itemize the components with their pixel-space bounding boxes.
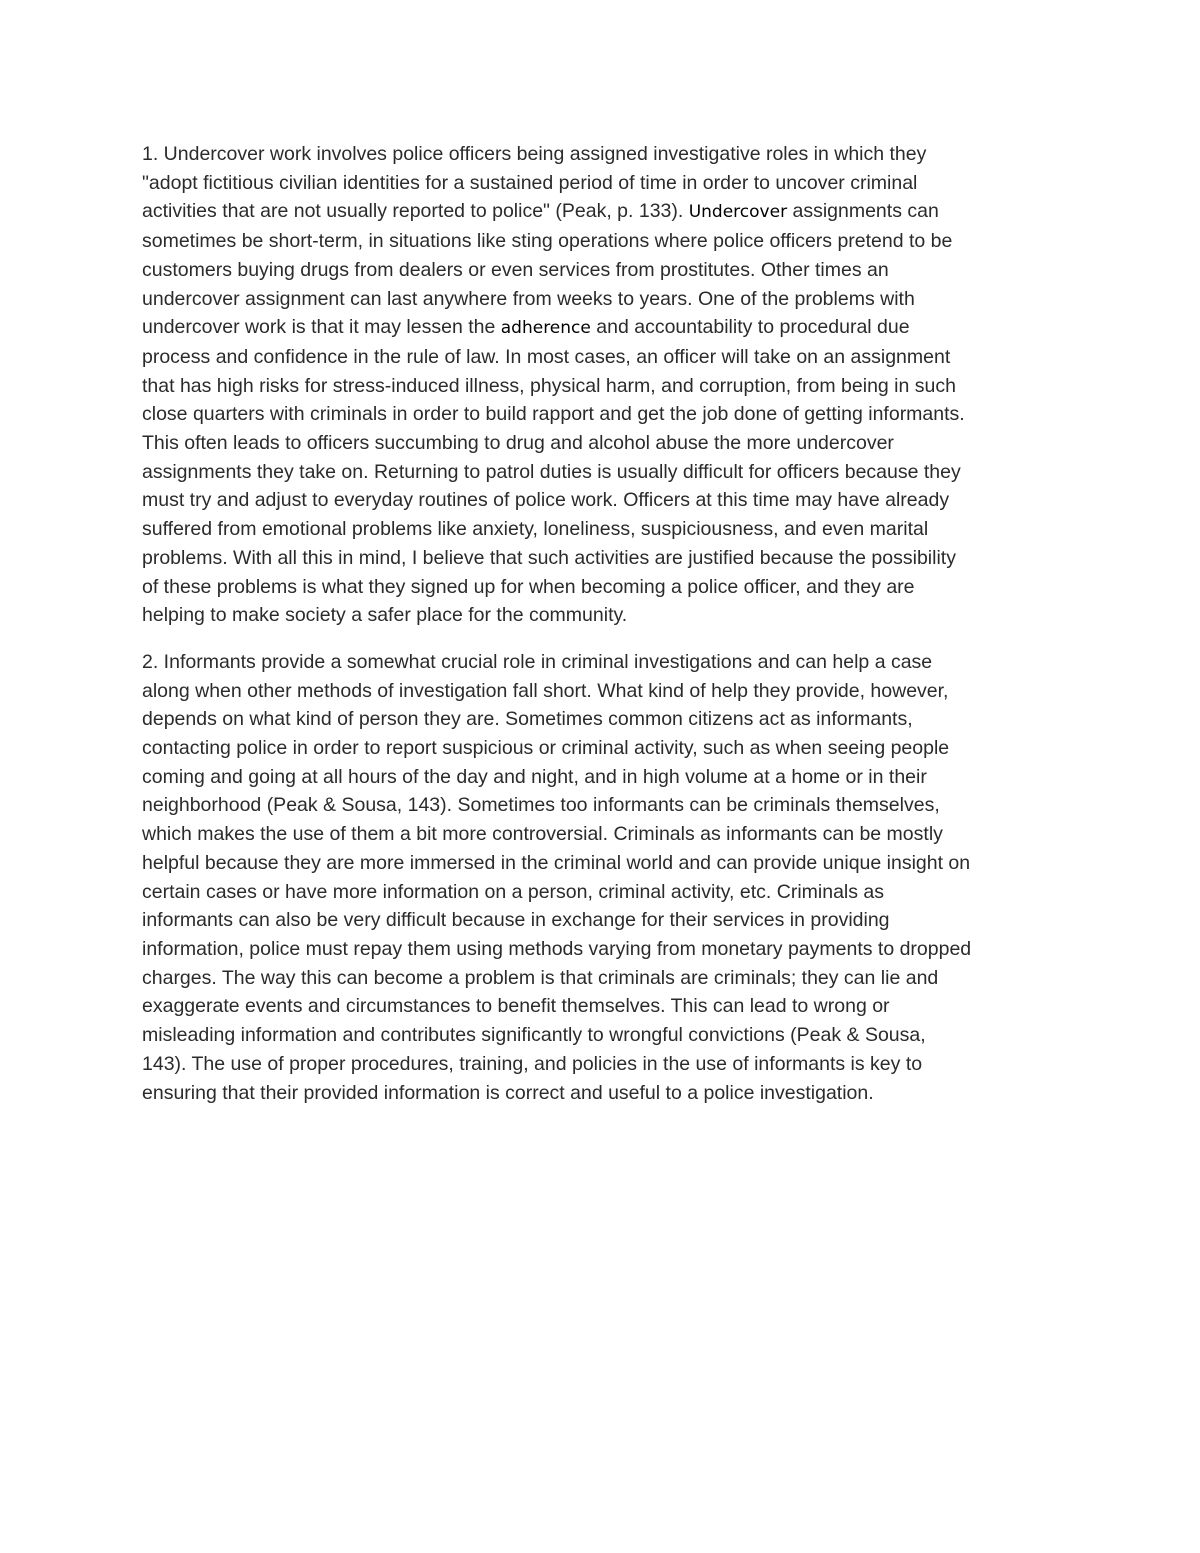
text-line: information, police must repay them using methods varying from monetary payments to dropped: [142, 937, 972, 960]
text-line: sometimes be short-term, in situations like sting operations where police officers pretend to be: [142, 230, 953, 253]
paragraph-1: [142, 140, 1072, 630]
text-line: 1. Undercover work involves police officers being assigned investigative roles in which they: [142, 143, 927, 165]
text-line: along when other methods of investigation fall short. What kind of help they provide, however,: [142, 679, 949, 702]
text-line: misleading information and contributes significantly to wrongful convictions (Peak & Sousa,: [142, 1024, 926, 1047]
text-line: 2. Informants provide a somewhat crucial role in criminal investigations and can help a case: [142, 650, 933, 673]
text-line: ensuring that their provided information is correct and useful to a police investigation.: [142, 1081, 874, 1104]
text-line: suffered from emotional problems like anxiety, loneliness, suspiciousness, and even marital: [142, 518, 929, 541]
text-line: contacting police in order to report suspicious or criminal activity, such as when seeing people: [142, 737, 950, 760]
text-line: depends on what kind of person they are. Sometimes common citizens act as informants,: [142, 708, 913, 731]
text-line: problems. With all this in mind, I believe that such activities are justified because the possibility: [142, 546, 956, 569]
highlighted-word-adherence: adherence: [500, 318, 591, 339]
text-line: must try and adjust to everyday routines of police work. Officers at this time may have already: [142, 489, 950, 512]
text-line: This often leads to officers succumbing to drug and alcohol abuse the more undercover: [142, 432, 894, 455]
paragraph-2: [142, 648, 1072, 1107]
text-line: of these problems is what they signed up for when becoming a police officer, and they are: [142, 575, 915, 598]
document-body: [142, 140, 1072, 1125]
text-line: exaggerate events and circumstances to benefit themselves. This can lead to wrong or: [142, 995, 890, 1018]
text-line: close quarters with criminals in order to build rapport and get the job done of getting informants.: [142, 403, 965, 426]
text-line: neighborhood (Peak & Sousa, 143). Sometimes too informants can be criminals themselves,: [142, 794, 940, 817]
text-line: activities that are not usually reported to police" (Peak, p. 133). Undercover assignments can: [142, 200, 939, 223]
text-line: assignments they take on. Returning to patrol duties is usually difficult for officers because they: [142, 460, 961, 483]
highlighted-word-undercover: Undercover: [688, 202, 788, 223]
text-line: helpful because they are more immersed in the criminal world and can provide unique insight on: [142, 851, 971, 874]
text-line: undercover work is that it may lessen the adherence and accountability to procedural due: [142, 316, 910, 339]
text-line: "adopt fictitious civilian identities for a sustained period of time in order to uncover criminal: [142, 171, 918, 194]
text-line: undercover assignment can last anywhere from weeks to years. One of the problems with: [142, 287, 915, 310]
text-line: helping to make society a safer place for the community.: [142, 604, 628, 627]
text-line: 143). The use of proper procedures, training, and policies in the use of informants is key to: [142, 1052, 923, 1075]
text-line: that has high risks for stress-induced illness, physical harm, and corruption, from being in such: [142, 374, 956, 397]
text-line: process and confidence in the rule of law. In most cases, an officer will take on an assignment: [142, 345, 951, 368]
text-line: coming and going at all hours of the day and night, and in high volume at a home or in their: [142, 765, 927, 788]
text-line: customers buying drugs from dealers or even services from prostitutes. Other times an: [142, 258, 889, 281]
text-line: which makes the use of them a bit more controversial. Criminals as informants can be mostly: [142, 823, 943, 846]
text-line: charges. The way this can become a problem is that criminals are criminals; they can lie and: [142, 966, 939, 989]
text-line: informants can also be very difficult because in exchange for their services in providing: [142, 909, 890, 932]
text-line: certain cases or have more information on a person, criminal activity, etc. Criminals as: [142, 880, 885, 903]
